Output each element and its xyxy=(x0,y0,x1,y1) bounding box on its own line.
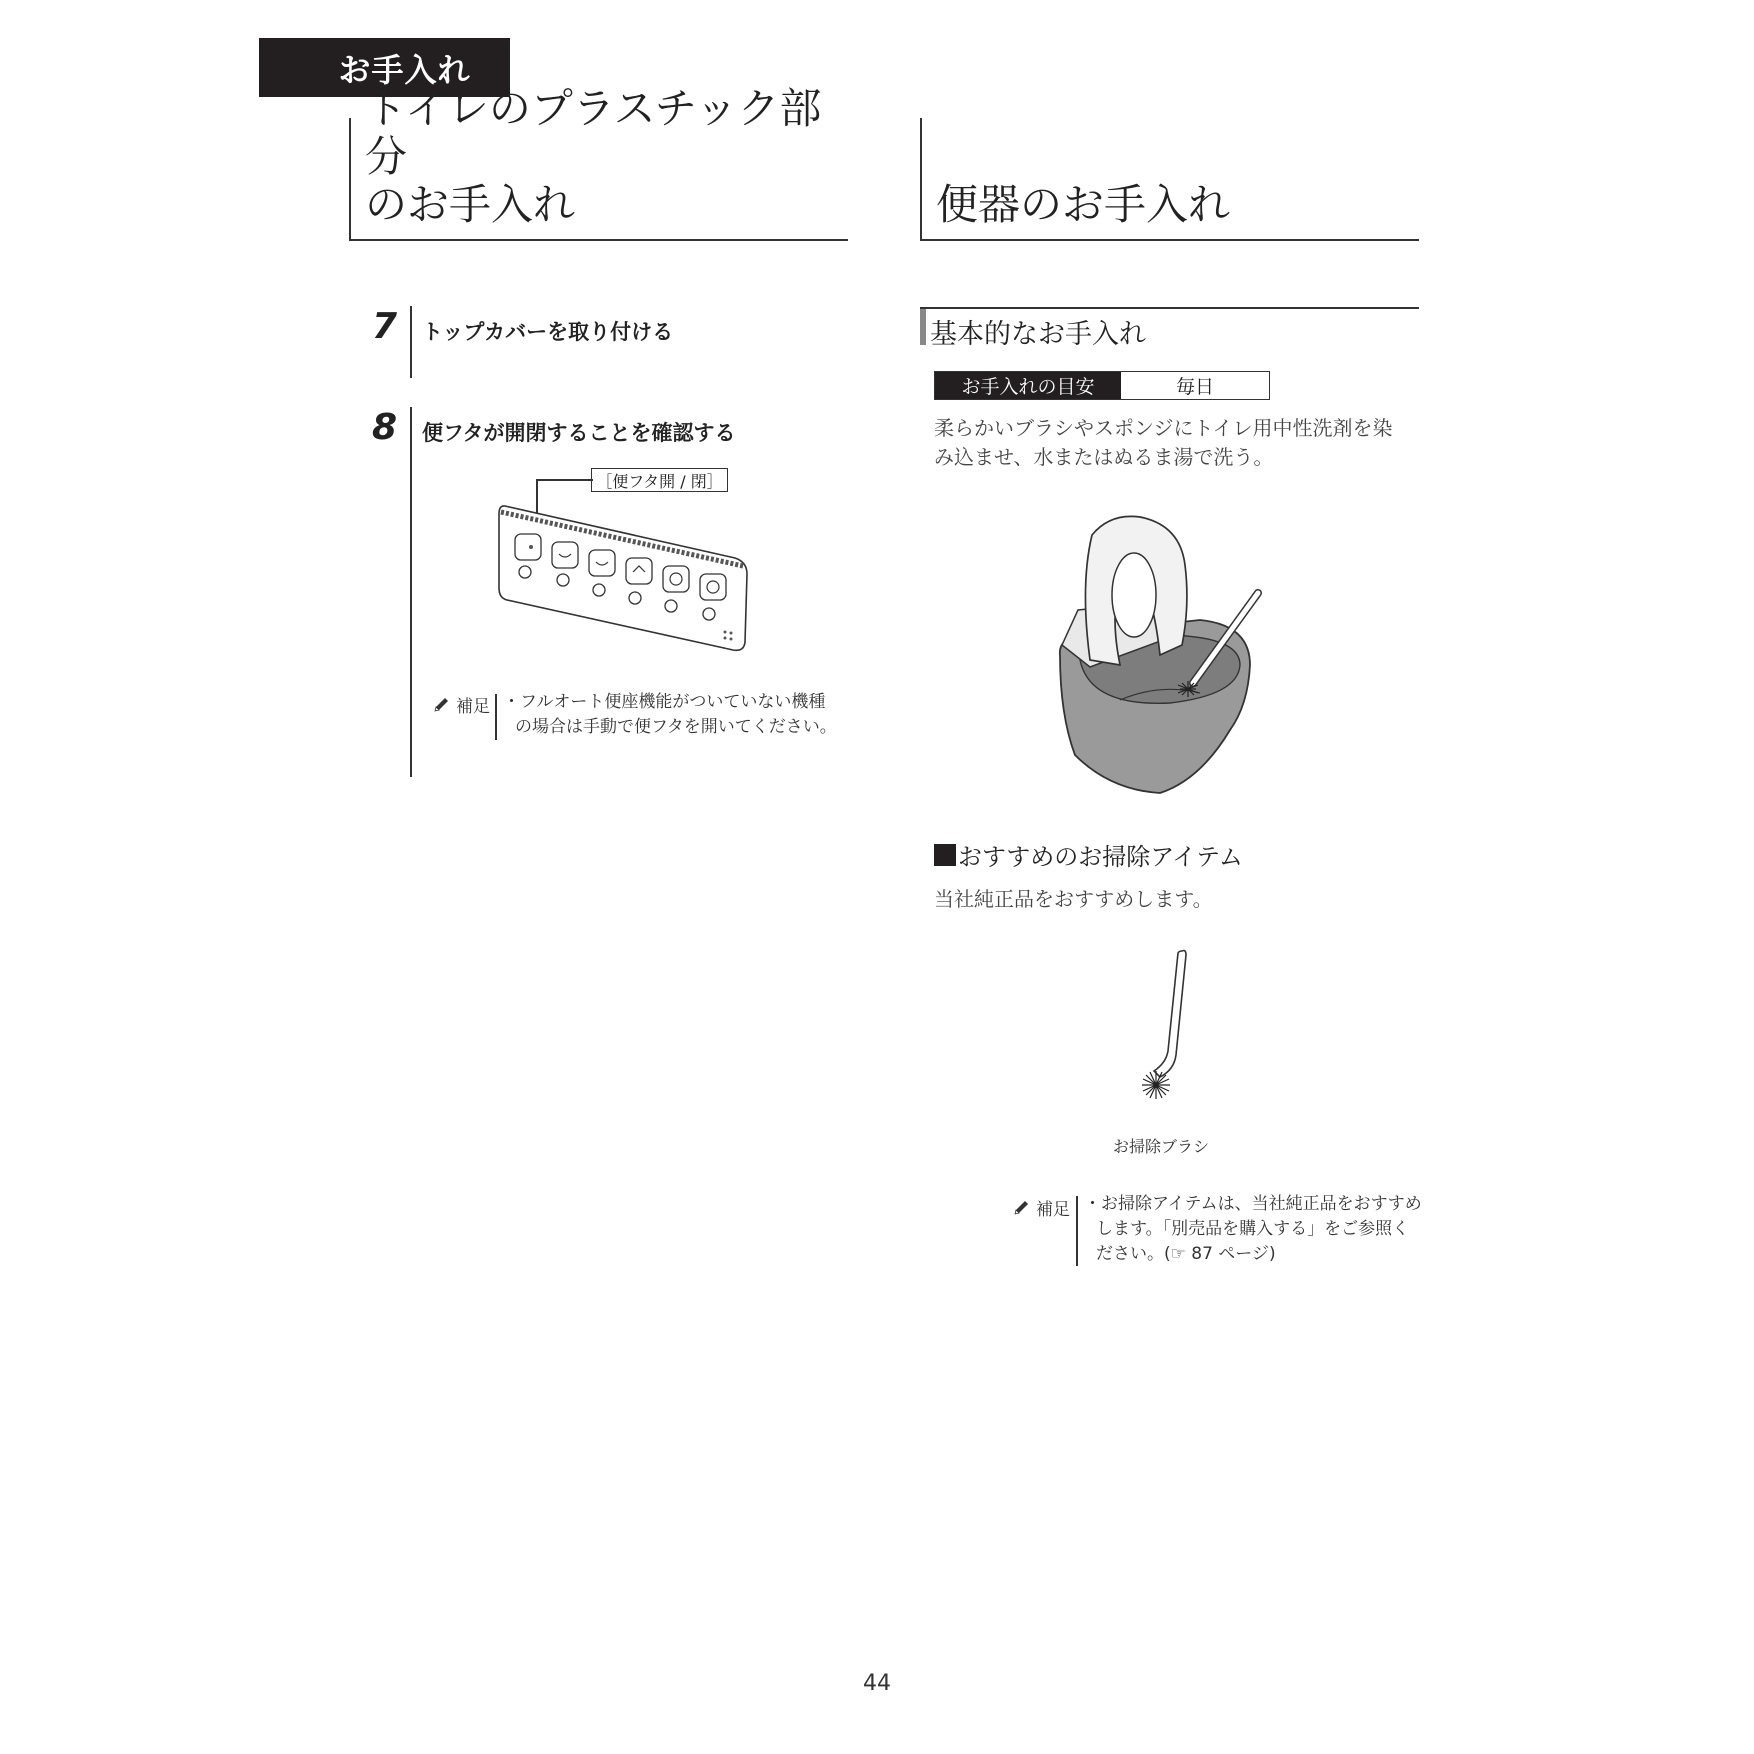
page-number: 44 xyxy=(863,1671,891,1696)
care-frequency-label: お手入れの目安 xyxy=(935,372,1121,399)
right-note-line-3: ださい。(☞ 87 ページ) xyxy=(1096,1244,1276,1264)
section-tab: お手入れ xyxy=(259,38,510,97)
right-note-label-text: 補足 xyxy=(1036,1200,1070,1220)
cleaning-brush-illustration xyxy=(1130,945,1200,1110)
remote-control-illustration xyxy=(495,502,755,654)
step-8-rule xyxy=(410,407,412,777)
pencil-icon xyxy=(1012,1199,1030,1217)
left-heading-box xyxy=(349,84,848,241)
recommended-items-text: 当社純正品をおすすめします。 xyxy=(934,887,1213,911)
left-note-line-2: の場合は手動で便フタを開いてください。 xyxy=(515,717,837,737)
right-note-rule xyxy=(1076,1196,1078,1266)
brush-caption: お掃除ブラシ xyxy=(1113,1137,1210,1156)
right-heading: 便器のお手入れ xyxy=(936,180,1231,229)
basic-care-heading-rule xyxy=(920,307,1419,309)
left-note-label-text: 補足 xyxy=(456,697,490,717)
basic-care-instructions xyxy=(934,414,1393,472)
right-note-line-2: します。「別売品を購入する」をご参照く xyxy=(1096,1219,1410,1239)
pencil-icon xyxy=(432,696,450,714)
care-frequency-table xyxy=(934,371,1270,400)
left-note-text xyxy=(503,690,837,740)
step-8-number: 8 xyxy=(372,407,398,448)
step-7-rule xyxy=(410,306,412,378)
step-7-title: トップカバーを取り付ける xyxy=(422,320,674,344)
step-8-title: 便フタが開閉することを確認する xyxy=(422,421,736,445)
basic-care-heading-accent xyxy=(920,309,926,345)
right-heading-box xyxy=(920,118,1419,241)
black-square-icon xyxy=(934,844,956,866)
brush-bristles-icon xyxy=(1142,1071,1170,1099)
toilet-cleaning-illustration xyxy=(1050,515,1270,800)
left-note-rule xyxy=(495,694,497,740)
recommended-items-heading-text: おすすめのお掃除アイテム xyxy=(958,843,1243,871)
left-heading: トイレのプラスチック部分 のお手入れ xyxy=(365,84,822,229)
right-note-label xyxy=(1012,1195,1070,1220)
left-note-line-1: ・フルオート便座機能がついていない機種 xyxy=(503,692,826,712)
basic-care-heading: 基本的なお手入れ xyxy=(930,319,1146,350)
remote-callout-label: ［便フタ開 / 閉］ xyxy=(591,468,728,492)
left-note-label xyxy=(432,692,490,717)
basic-care-line-1: 柔らかいブラシやスポンジにトイレ用中性洗剤を染 xyxy=(934,416,1393,440)
step-7-number: 7 xyxy=(372,306,398,347)
basic-care-line-2: み込ませ、水またはぬるま湯で洗う。 xyxy=(934,445,1274,469)
right-note-text xyxy=(1084,1192,1422,1267)
right-note-line-1: ・お掃除アイテムは、当社純正品をおすすめ xyxy=(1084,1194,1422,1214)
care-frequency-value: 毎日 xyxy=(1175,376,1214,398)
recommended-items-heading xyxy=(934,837,1243,872)
